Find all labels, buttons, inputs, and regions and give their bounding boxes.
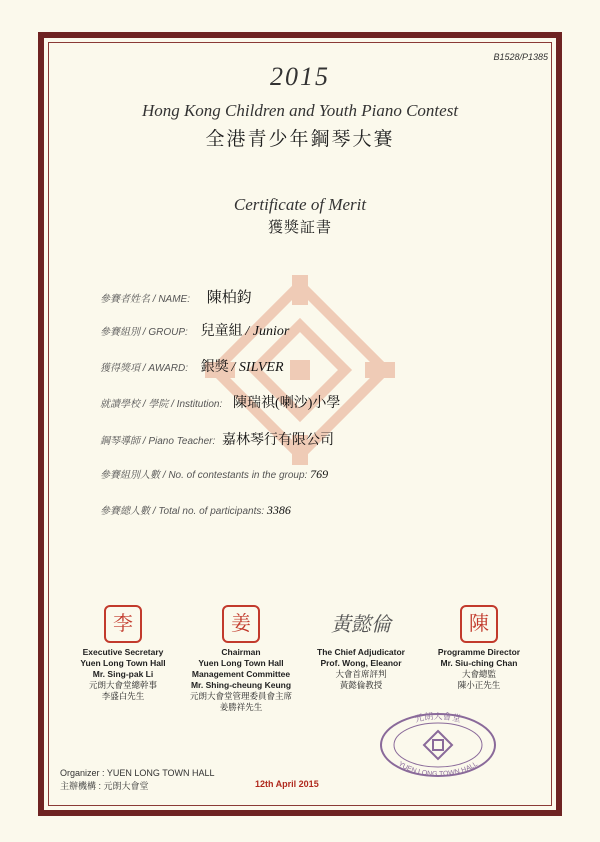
award-label: 獲得獎項 / AWARD: [100, 363, 188, 374]
signatory-role-zh: 大會總監 [461, 669, 496, 679]
signatory-role-zh: 大會首席評判 [335, 669, 387, 679]
contestants-label: 參賽組別人數 / No. of contestants in the group: [100, 470, 308, 481]
signatory-role: Executive Secretary [82, 647, 164, 657]
signatory-org: Yuen Long Town Hall [80, 658, 166, 668]
signatory-role-zh: 元朗大會堂管理委員會主席 [189, 691, 292, 701]
signatory-name: Mr. Sing-pak Li [92, 669, 154, 679]
name-row [100, 286, 252, 307]
participants-value: 3386 [266, 503, 291, 517]
contestants-row [100, 466, 328, 482]
teacher-value: 嘉林琴行有限公司 [222, 433, 335, 448]
organizer-zh: 主辦機構 : 元朗大會堂 [60, 781, 149, 791]
contestants-value: 769 [310, 467, 329, 481]
signatory-programme-director [414, 605, 544, 691]
signatory-role: Chairman [221, 647, 261, 657]
group-label: 參賽組別 / GROUP: [100, 327, 188, 338]
institution-row [100, 392, 340, 412]
signatory-executive-secretary [58, 605, 188, 702]
award-row [100, 356, 284, 376]
signatory-name-zh: 李盛白先生 [101, 691, 145, 701]
signatory-role: The Chief Adjudicator [317, 647, 405, 657]
seal-stamp: 陳 [460, 605, 498, 643]
signatory-name: Mr. Siu-ching Chan [440, 658, 518, 668]
signatory-chief-adjudicator [296, 605, 426, 691]
signatory-role: Programme Director [437, 647, 521, 657]
handwritten-signature: 黃懿倫 [331, 612, 391, 636]
group-row [100, 320, 289, 340]
signatory-org-2: Management Committee [191, 669, 291, 679]
contest-title-en: Hong Kong Children and Youth Piano Contest [141, 101, 459, 120]
seal-text-zh: 元朗大會堂 [414, 712, 462, 726]
institution-value: 陳瑞祺(喇沙)小學 [233, 396, 341, 411]
certificate-title-en: Certificate of Merit [233, 195, 367, 214]
signatory-role-zh: 元朗大會堂總幹事 [88, 680, 157, 690]
seal-stamp: 李 [104, 605, 142, 643]
certificate-title-zh: 獲獎証書 [267, 218, 332, 236]
issue-date: 12th April 2015 [255, 779, 319, 789]
organizer-en: Organizer : YUEN LONG TOWN HALL [60, 768, 215, 778]
teacher-row [100, 429, 334, 449]
award-value-zh: 銀獎 [200, 360, 229, 375]
signatory-org: Yuen Long Town Hall [198, 658, 284, 668]
group-value-en: / Junior [245, 324, 290, 339]
seal-stamp: 姜 [222, 605, 260, 643]
institution-label: 就讀學校 / 學院 / Institution: [100, 399, 223, 410]
organizer [60, 767, 215, 793]
award-value-en: / SILVER [231, 360, 284, 375]
signatory-name: Prof. Wong, Eleanor [320, 658, 402, 668]
participants-row [100, 502, 291, 518]
name-value: 陳柏鈞 [206, 290, 252, 306]
group-value-zh: 兒童組 [200, 324, 243, 339]
certificate-code: B1528/P1385 [493, 52, 548, 62]
teacher-label: 鋼琴導師 / Piano Teacher: [100, 436, 216, 447]
contest-year: 2015 [270, 62, 330, 91]
signatory-name-zh: 黃懿倫教授 [339, 680, 383, 690]
svg-text:YUEN LONG TOWN HALL [397, 761, 479, 778]
signatory-chairman [176, 605, 306, 713]
signatory-name: Mr. Shing-cheung Keung [190, 680, 292, 690]
signatory-name-zh: 陳小正先生 [457, 680, 501, 690]
town-hall-seal-icon [378, 712, 498, 778]
contest-title-zh: 全港青少年鋼琴大賽 [205, 128, 395, 150]
name-label: 參賽者姓名 / NAME: [100, 294, 191, 305]
signatory-name-zh: 姜勝祥先生 [219, 702, 263, 712]
participants-label: 參賽總人數 / Total no. of participants: [100, 506, 265, 517]
seal-text-en: YUEN LONG TOWN HALL [396, 760, 480, 778]
